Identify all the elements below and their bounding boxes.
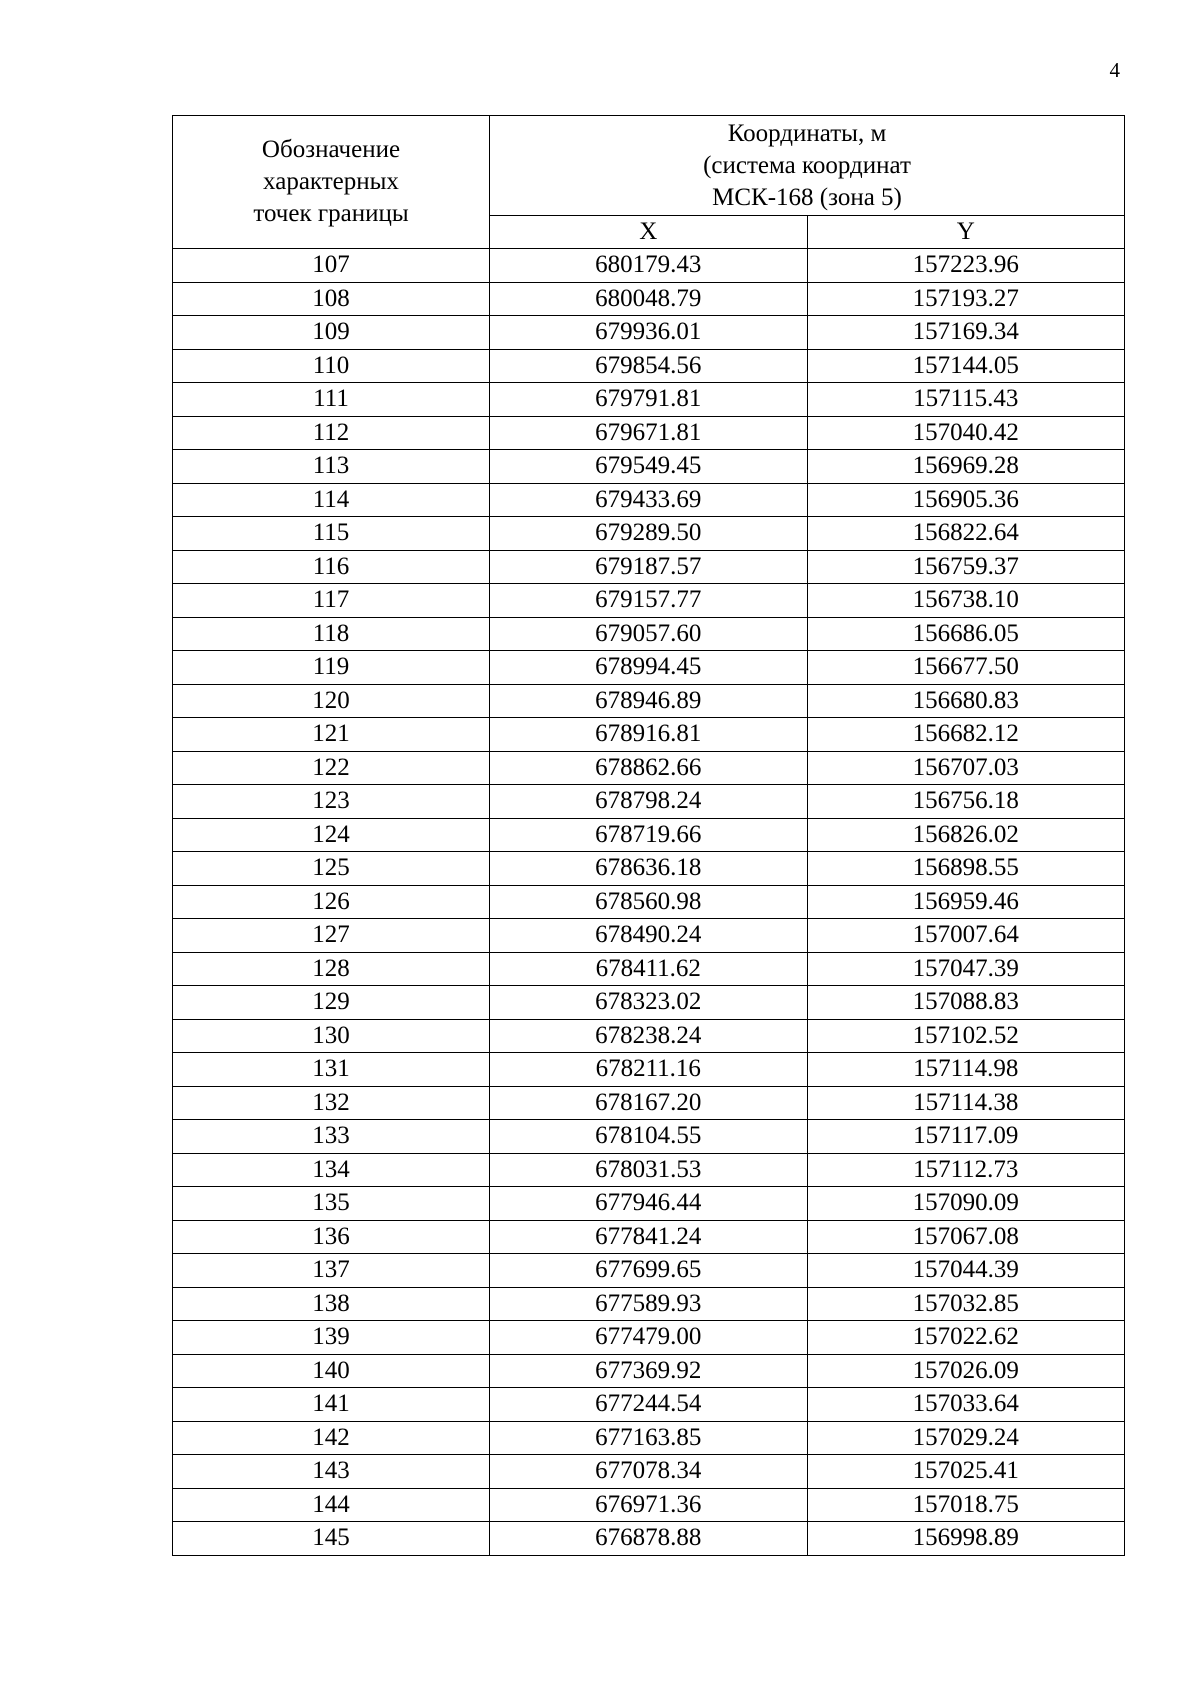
- x-coordinate-cell: 676971.36: [490, 1488, 808, 1522]
- table-row: [173, 818, 1125, 852]
- table-row: [173, 1287, 1125, 1321]
- table-row: [173, 952, 1125, 986]
- header-designation-line: характерных: [263, 168, 399, 195]
- y-coordinate-cell: 157090.09: [807, 1187, 1125, 1221]
- x-coordinate-cell: 677163.85: [490, 1421, 808, 1455]
- table-row: [173, 249, 1125, 283]
- y-coordinate-cell: 156969.28: [807, 450, 1125, 484]
- point-id-cell: 123: [173, 785, 490, 819]
- header-coordinates-line: МСК-168 (зона 5): [712, 183, 902, 211]
- table-row: [173, 1220, 1125, 1254]
- point-id-cell: 121: [173, 718, 490, 752]
- x-coordinate-cell: 677244.54: [490, 1388, 808, 1422]
- x-coordinate-cell: 678946.89: [490, 684, 808, 718]
- y-coordinate-cell: 156898.55: [807, 852, 1125, 886]
- point-id-cell: 120: [173, 684, 490, 718]
- point-id-cell: 128: [173, 952, 490, 986]
- table-row: [173, 1187, 1125, 1221]
- y-coordinate-cell: 157040.42: [807, 416, 1125, 450]
- y-coordinate-cell: 156677.50: [807, 651, 1125, 685]
- point-id-cell: 138: [173, 1287, 490, 1321]
- y-coordinate-cell: 156822.64: [807, 517, 1125, 551]
- point-id-cell: 135: [173, 1187, 490, 1221]
- header-x: X: [490, 216, 808, 249]
- x-coordinate-cell: 679671.81: [490, 416, 808, 450]
- x-coordinate-cell: 678798.24: [490, 785, 808, 819]
- y-coordinate-cell: 157193.27: [807, 282, 1125, 316]
- point-id-cell: 137: [173, 1254, 490, 1288]
- y-coordinate-cell: 156905.36: [807, 483, 1125, 517]
- table-row: [173, 416, 1125, 450]
- x-coordinate-cell: 679791.81: [490, 383, 808, 417]
- point-id-cell: 116: [173, 550, 490, 584]
- x-coordinate-cell: 677699.65: [490, 1254, 808, 1288]
- table-row: [173, 718, 1125, 752]
- y-coordinate-cell: 157114.38: [807, 1086, 1125, 1120]
- table-row: [173, 450, 1125, 484]
- table-row: [173, 1388, 1125, 1422]
- header-coordinates: [490, 116, 1125, 216]
- x-coordinate-cell: 677078.34: [490, 1455, 808, 1489]
- point-id-cell: 109: [173, 316, 490, 350]
- x-coordinate-cell: 678238.24: [490, 1019, 808, 1053]
- y-coordinate-cell: 156707.03: [807, 751, 1125, 785]
- x-coordinate-cell: 679854.56: [490, 349, 808, 383]
- y-coordinate-cell: 157044.39: [807, 1254, 1125, 1288]
- point-id-cell: 115: [173, 517, 490, 551]
- y-coordinate-cell: 157032.85: [807, 1287, 1125, 1321]
- x-coordinate-cell: 680179.43: [490, 249, 808, 283]
- page-number: 4: [1109, 58, 1120, 82]
- y-coordinate-cell: 156682.12: [807, 718, 1125, 752]
- table-row: [173, 282, 1125, 316]
- point-id-cell: 129: [173, 986, 490, 1020]
- x-coordinate-cell: 679936.01: [490, 316, 808, 350]
- x-coordinate-cell: 679289.50: [490, 517, 808, 551]
- y-coordinate-cell: 157114.98: [807, 1053, 1125, 1087]
- y-coordinate-cell: 157067.08: [807, 1220, 1125, 1254]
- point-id-cell: 134: [173, 1153, 490, 1187]
- y-coordinate-cell: 156826.02: [807, 818, 1125, 852]
- x-coordinate-cell: 678994.45: [490, 651, 808, 685]
- table-row: [173, 1522, 1125, 1556]
- table-row: [173, 1354, 1125, 1388]
- table-row: [173, 1086, 1125, 1120]
- y-coordinate-cell: 157022.62: [807, 1321, 1125, 1355]
- y-coordinate-cell: 156680.83: [807, 684, 1125, 718]
- point-id-cell: 130: [173, 1019, 490, 1053]
- table-header: [173, 116, 1125, 249]
- table-row: [173, 1120, 1125, 1154]
- table-row: [173, 550, 1125, 584]
- header-coordinates-line: (система координат: [703, 151, 911, 179]
- table-row: [173, 316, 1125, 350]
- x-coordinate-cell: 678862.66: [490, 751, 808, 785]
- point-id-cell: 136: [173, 1220, 490, 1254]
- header-designation-line: точек границы: [253, 200, 409, 227]
- x-coordinate-cell: 679433.69: [490, 483, 808, 517]
- y-coordinate-cell: 156759.37: [807, 550, 1125, 584]
- point-id-cell: 140: [173, 1354, 490, 1388]
- y-coordinate-cell: 157117.09: [807, 1120, 1125, 1154]
- table-row: [173, 785, 1125, 819]
- point-id-cell: 127: [173, 919, 490, 953]
- x-coordinate-cell: 678031.53: [490, 1153, 808, 1187]
- table-row: [173, 483, 1125, 517]
- x-coordinate-cell: 678211.16: [490, 1053, 808, 1087]
- table-row: [173, 617, 1125, 651]
- y-coordinate-cell: 157169.34: [807, 316, 1125, 350]
- coordinates-table: [172, 115, 1125, 1556]
- table-row: [173, 1421, 1125, 1455]
- y-coordinate-cell: 156686.05: [807, 617, 1125, 651]
- x-coordinate-cell: 678411.62: [490, 952, 808, 986]
- y-coordinate-cell: 157033.64: [807, 1388, 1125, 1422]
- point-id-cell: 139: [173, 1321, 490, 1355]
- point-id-cell: 107: [173, 249, 490, 283]
- point-id-cell: 118: [173, 617, 490, 651]
- point-id-cell: 125: [173, 852, 490, 886]
- y-coordinate-cell: 157029.24: [807, 1421, 1125, 1455]
- point-id-cell: 122: [173, 751, 490, 785]
- y-coordinate-cell: 157026.09: [807, 1354, 1125, 1388]
- x-coordinate-cell: 678104.55: [490, 1120, 808, 1154]
- point-id-cell: 112: [173, 416, 490, 450]
- point-id-cell: 133: [173, 1120, 490, 1154]
- y-coordinate-cell: 157007.64: [807, 919, 1125, 953]
- header-designation-line: Обозначение: [261, 136, 401, 163]
- y-coordinate-cell: 157144.05: [807, 349, 1125, 383]
- table-row: [173, 986, 1125, 1020]
- point-id-cell: 145: [173, 1522, 490, 1556]
- table-row: [173, 349, 1125, 383]
- x-coordinate-cell: 680048.79: [490, 282, 808, 316]
- point-id-cell: 117: [173, 584, 490, 618]
- x-coordinate-cell: 678636.18: [490, 852, 808, 886]
- x-coordinate-cell: 679157.77: [490, 584, 808, 618]
- y-coordinate-cell: 157223.96: [807, 249, 1125, 283]
- point-id-cell: 141: [173, 1388, 490, 1422]
- x-coordinate-cell: 677479.00: [490, 1321, 808, 1355]
- table-row: [173, 651, 1125, 685]
- x-coordinate-cell: 678719.66: [490, 818, 808, 852]
- point-id-cell: 143: [173, 1455, 490, 1489]
- table-row: [173, 1254, 1125, 1288]
- point-id-cell: 132: [173, 1086, 490, 1120]
- table-row: [173, 751, 1125, 785]
- table-row: [173, 1488, 1125, 1522]
- header-designation: [173, 116, 490, 249]
- point-id-cell: 124: [173, 818, 490, 852]
- x-coordinate-cell: 679057.60: [490, 617, 808, 651]
- table-row: [173, 1321, 1125, 1355]
- table-row: [173, 852, 1125, 886]
- x-coordinate-cell: 678916.81: [490, 718, 808, 752]
- header-y: Y: [807, 216, 1125, 249]
- x-coordinate-cell: 678323.02: [490, 986, 808, 1020]
- table-row: [173, 885, 1125, 919]
- table-row: [173, 1455, 1125, 1489]
- point-id-cell: 114: [173, 483, 490, 517]
- table-row: [173, 1153, 1125, 1187]
- table-row: [173, 684, 1125, 718]
- table-body: [173, 249, 1125, 1556]
- y-coordinate-cell: 156998.89: [807, 1522, 1125, 1556]
- table-row: [173, 383, 1125, 417]
- y-coordinate-cell: 157115.43: [807, 383, 1125, 417]
- y-coordinate-cell: 157088.83: [807, 986, 1125, 1020]
- table-row: [173, 584, 1125, 618]
- x-coordinate-cell: 677946.44: [490, 1187, 808, 1221]
- x-coordinate-cell: 678560.98: [490, 885, 808, 919]
- y-coordinate-cell: 157112.73: [807, 1153, 1125, 1187]
- point-id-cell: 110: [173, 349, 490, 383]
- point-id-cell: 131: [173, 1053, 490, 1087]
- y-coordinate-cell: 157047.39: [807, 952, 1125, 986]
- y-coordinate-cell: 157018.75: [807, 1488, 1125, 1522]
- y-coordinate-cell: 156756.18: [807, 785, 1125, 819]
- header-coordinates-line: Координаты, м: [727, 119, 887, 147]
- point-id-cell: 111: [173, 383, 490, 417]
- point-id-cell: 144: [173, 1488, 490, 1522]
- y-coordinate-cell: 156959.46: [807, 885, 1125, 919]
- table-row: [173, 919, 1125, 953]
- x-coordinate-cell: 677589.93: [490, 1287, 808, 1321]
- table-row: [173, 517, 1125, 551]
- point-id-cell: 126: [173, 885, 490, 919]
- y-coordinate-cell: 156738.10: [807, 584, 1125, 618]
- table-row: [173, 1019, 1125, 1053]
- x-coordinate-cell: 679549.45: [490, 450, 808, 484]
- point-id-cell: 108: [173, 282, 490, 316]
- point-id-cell: 113: [173, 450, 490, 484]
- table-row: [173, 1053, 1125, 1087]
- x-coordinate-cell: 678167.20: [490, 1086, 808, 1120]
- x-coordinate-cell: 677369.92: [490, 1354, 808, 1388]
- x-coordinate-cell: 676878.88: [490, 1522, 808, 1556]
- y-coordinate-cell: 157102.52: [807, 1019, 1125, 1053]
- x-coordinate-cell: 679187.57: [490, 550, 808, 584]
- y-coordinate-cell: 157025.41: [807, 1455, 1125, 1489]
- x-coordinate-cell: 677841.24: [490, 1220, 808, 1254]
- point-id-cell: 119: [173, 651, 490, 685]
- point-id-cell: 142: [173, 1421, 490, 1455]
- x-coordinate-cell: 678490.24: [490, 919, 808, 953]
